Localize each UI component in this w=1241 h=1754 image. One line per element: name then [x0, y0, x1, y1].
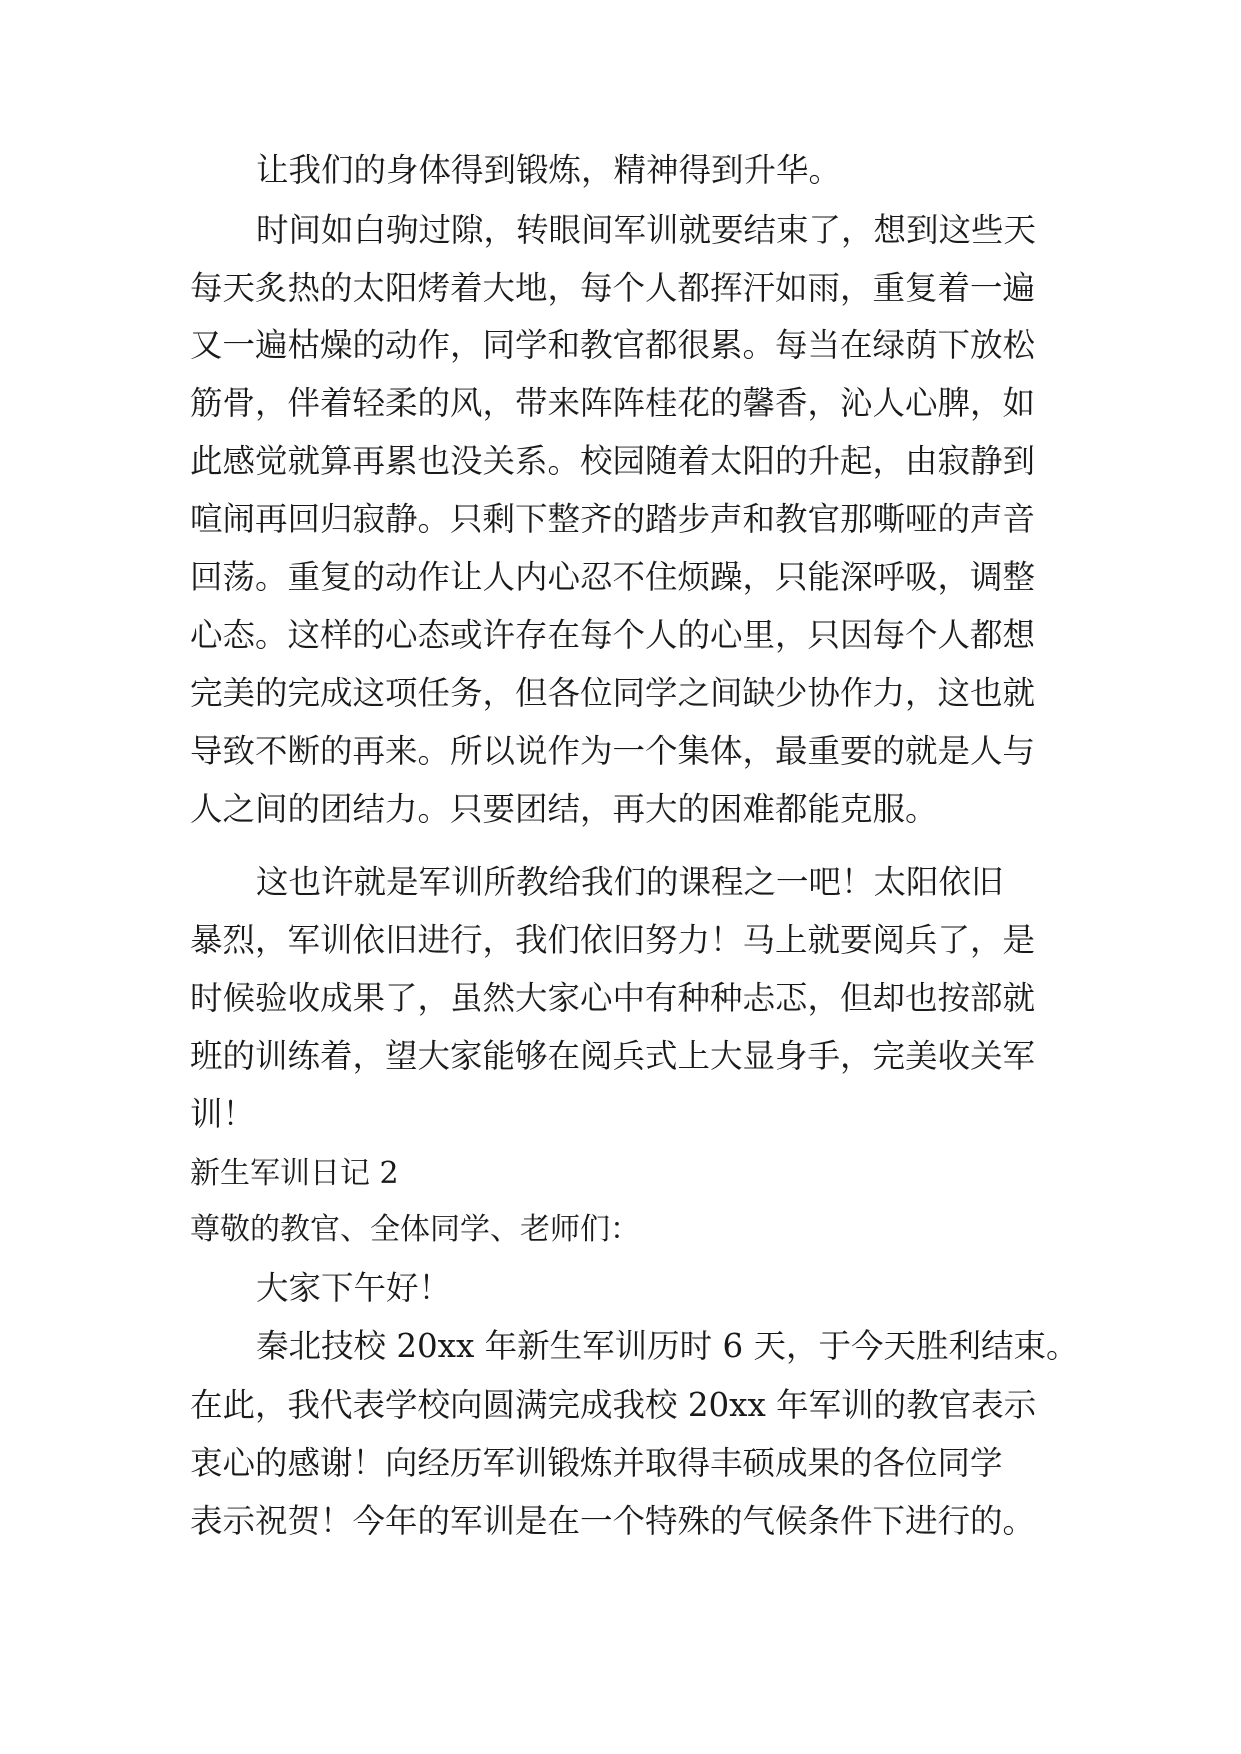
paragraph-line: 此感觉就算再累也没关系。校园随着太阳的升起，由寂静到 [190, 442, 1036, 480]
paragraph-line: 表示祝贺！今年的军训是在一个特殊的气候条件下进行的。 [190, 1502, 1036, 1540]
paragraph-line: 时间如白驹过隙，转眼间军训就要结束了，想到这些天 [256, 211, 1037, 249]
paragraph-line: 导致不断的再来。所以说作为一个集体，最重要的就是人与 [190, 732, 1036, 770]
paragraph-line: 训！ [190, 1095, 256, 1133]
paragraph-line: 人之间的团结力。只要团结，再大的困难都能克服。 [190, 790, 938, 828]
paragraph-line: 时候验收成果了，虽然大家心中有种种忐忑，但却也按部就 [190, 979, 1036, 1017]
paragraph-line: 秦北技校 20xx 年新生军训历时 6 天，于今天胜利结束。 [256, 1327, 1079, 1365]
paragraph-line: 回荡。重复的动作让人内心忍不住烦躁，只能深呼吸，调整 [190, 558, 1036, 596]
paragraph-line: 在此，我代表学校向圆满完成我校 20xx 年军训的教官表示 [190, 1386, 1037, 1424]
paragraph-line: 筋骨，伴着轻柔的风，带来阵阵桂花的馨香，沁人心脾，如 [190, 384, 1036, 422]
paragraph-line: 衷心的感谢！向经历军训锻炼并取得丰硕成果的各位同学 [190, 1444, 1003, 1482]
paragraph-line: 喧闹再回归寂静。只剩下整齐的踏步声和教官那嘶哑的声音 [190, 500, 1036, 538]
paragraph-line: 班的训练着，望大家能够在阅兵式上大显身手，完美收关军 [190, 1037, 1036, 1075]
section-heading: 新生军训日记 2 [190, 1156, 399, 1191]
paragraph-line: 这也许就是军训所教给我们的课程之一吧！太阳依旧 [256, 863, 1004, 901]
paragraph-line: 暴烈，军训依旧进行，我们依旧努力！马上就要阅兵了，是 [190, 921, 1036, 959]
greeting: 大家下午好！ [256, 1269, 452, 1307]
paragraph-line: 每天炙热的太阳烤着大地，每个人都挥汗如雨，重复着一遍 [190, 269, 1036, 307]
paragraph-line: 心态。这样的心态或许存在每个人的心里，只因每个人都想 [190, 616, 1036, 654]
paragraph-line: 完美的完成这项任务，但各位同学之间缺少协作力，这也就 [190, 674, 1036, 712]
paragraph-line: 让我们的身体得到锻炼，精神得到升华。 [256, 151, 842, 189]
paragraph-line: 又一遍枯燥的动作，同学和教官都很累。每当在绿荫下放松 [190, 326, 1036, 364]
salutation: 尊敬的教官、全体同学、老师们： [190, 1212, 640, 1247]
